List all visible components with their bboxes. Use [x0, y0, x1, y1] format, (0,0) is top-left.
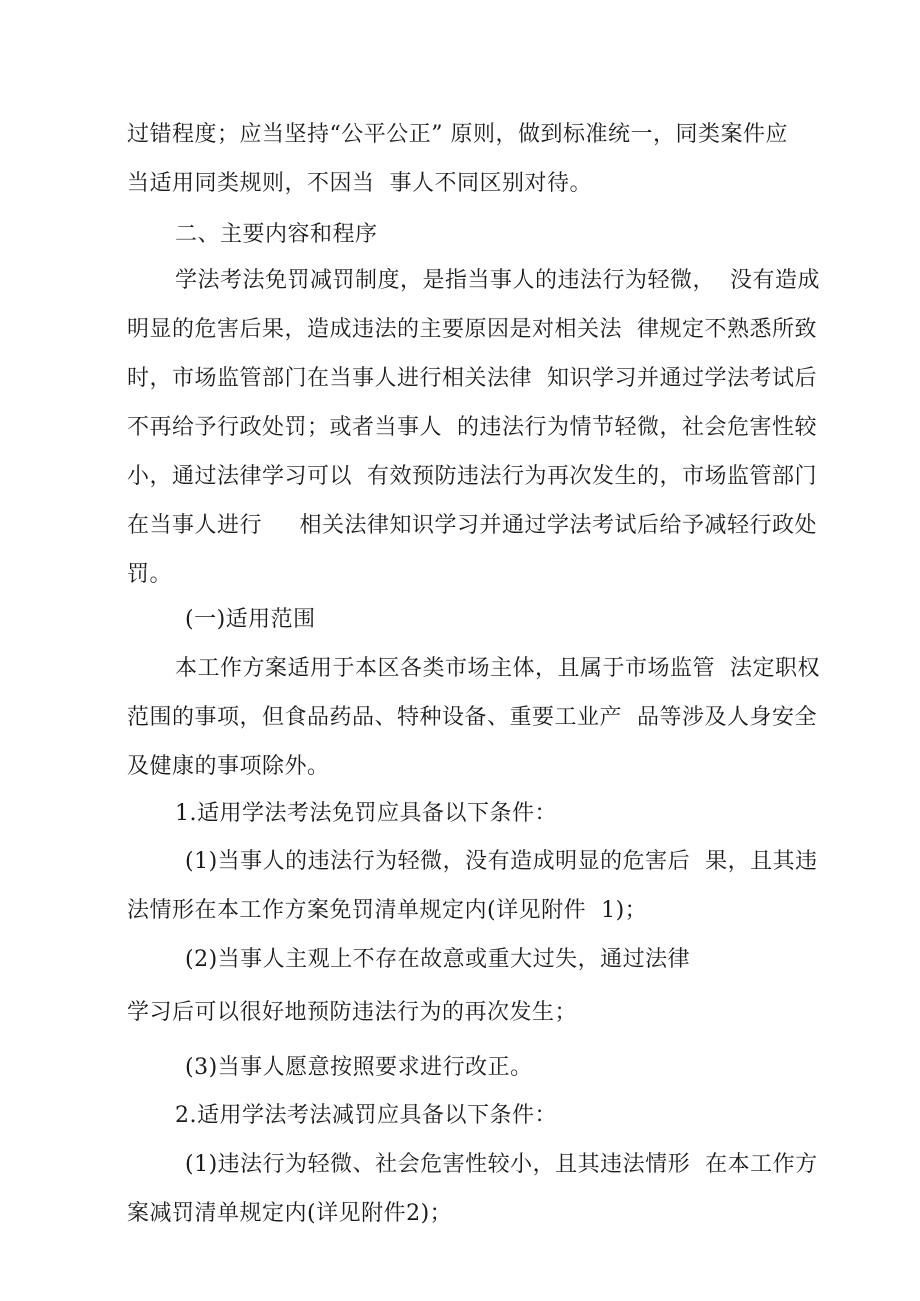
- text-line: 在当事人进行 相关法律知识学习并通过学法考试后给予减轻行政处: [127, 513, 817, 538]
- section-heading: 二、主要内容和程序: [175, 222, 378, 247]
- list-item-continued: 法情形在本工作方案免罚清单规定内(详见附件 1)；: [127, 898, 648, 923]
- text-line: 学法考法免罚减罚制度，是指当事人的违法行为轻微， 没有造成: [175, 268, 820, 293]
- text-line: 不再给予行政处罚；或者当事人 的违法行为情节轻微，社会危害性较: [127, 415, 817, 440]
- text-line: 时，市场监管部门在当事人进行相关法律 知识学习并通过学法考试后: [127, 366, 817, 391]
- list-item: (1)违法行为轻微、社会危害性较小，且其违法情形 在本工作方: [185, 1152, 818, 1177]
- text-line: 及健康的事项除外。: [127, 754, 330, 779]
- text-line: 过错程度；应当坚持“公平公正” 原则，做到标准统一，同类案件应: [127, 122, 788, 147]
- text-line: 范围的事项，但食品药品、特种设备、重要工业产 品等涉及人身安全: [127, 705, 817, 730]
- list-item: (1)当事人的违法行为轻微，没有造成明显的危害后 果，且其违: [185, 849, 818, 874]
- list-item-continued: 学习后可以很好地预防违法行为的再次发生；: [127, 1000, 578, 1025]
- subsection-heading: (一)适用范围: [185, 607, 316, 632]
- list-item-continued: 案减罚清单规定内(详见附件2)；: [127, 1201, 453, 1226]
- text-line: 明显的危害后果，造成违法的主要原因是对相关法 律规定不熟悉所致: [127, 317, 817, 342]
- list-item: (2)当事人主观上不存在故意或重大过失，通过法律: [185, 947, 691, 972]
- condition-heading: 1.适用学法考法免罚应具备以下条件：: [175, 801, 557, 826]
- text-line: 当适用同类规则，不因当 事人不同区别对待。: [127, 171, 592, 196]
- condition-heading: 2.适用学法考法减罚应具备以下条件：: [175, 1103, 557, 1128]
- text-line: 小，通过法律学习可以 有效预防违法行为再次发生的，市场监管部门: [127, 464, 817, 489]
- text-line: 罚。: [127, 562, 173, 587]
- text-line: 本工作方案适用于本区各类市场主体，且属于市场监管 法定职权: [175, 656, 820, 681]
- list-item: (3)当事人愿意按照要求进行改正。: [185, 1055, 533, 1080]
